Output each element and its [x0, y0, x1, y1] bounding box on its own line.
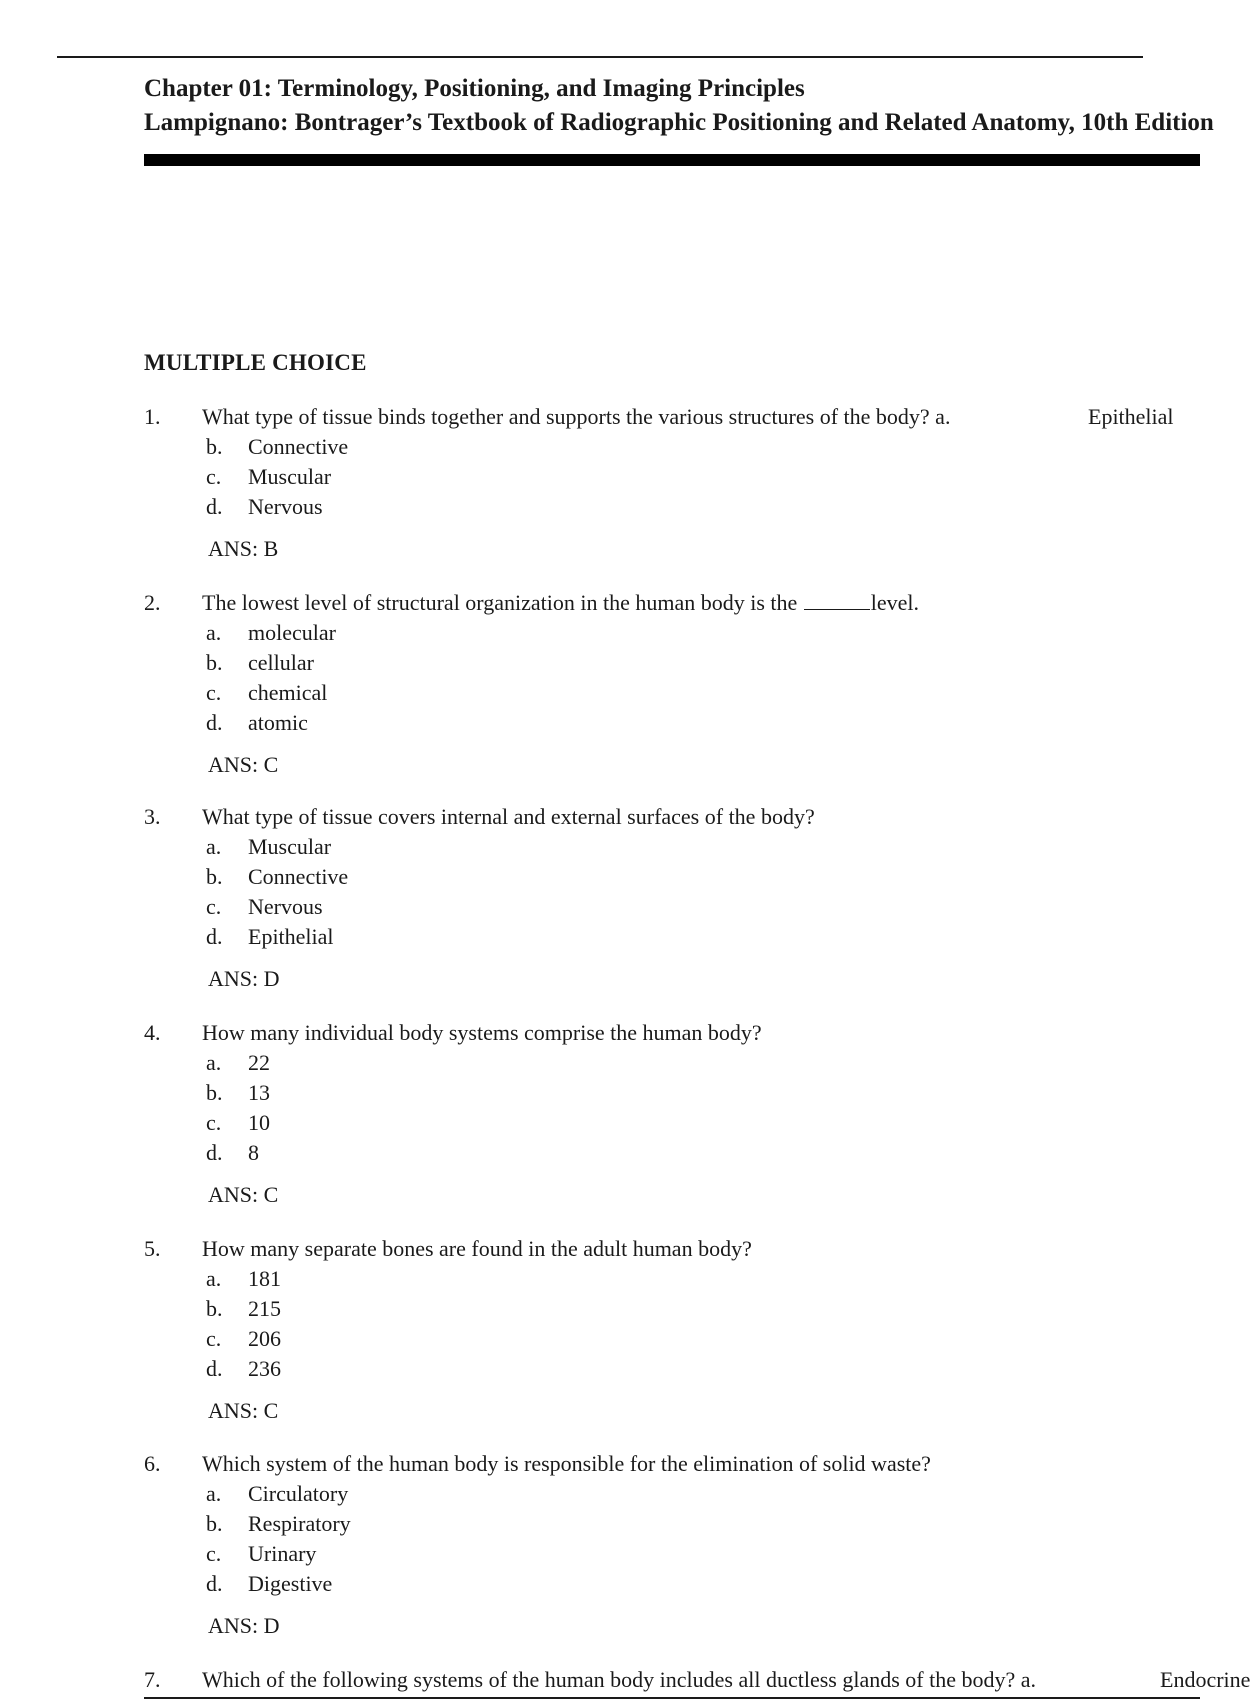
option-text: Epithelial — [248, 924, 334, 949]
option-a — [144, 1479, 1200, 1509]
question-number: 7. — [144, 1667, 161, 1692]
option-text: Connective — [248, 864, 349, 889]
option-d — [144, 1569, 1200, 1599]
question-text: How many separate bones are found in the adult human body? — [202, 1236, 752, 1261]
option-d — [144, 1354, 1200, 1384]
option-c — [144, 1324, 1200, 1354]
answer: ANS: C — [208, 752, 279, 777]
question-6 — [144, 1449, 1200, 1641]
question-1 — [144, 402, 1200, 564]
option-letter: c. — [206, 1541, 222, 1566]
chapter-title: Chapter 01: Terminology, Positioning, and Imaging Principles — [144, 75, 805, 102]
option-text: molecular — [248, 620, 336, 645]
section-title: MULTIPLE CHOICE — [144, 350, 367, 375]
option-letter: c. — [206, 464, 222, 489]
option-letter: d. — [206, 494, 223, 519]
answer: ANS: C — [208, 1398, 279, 1423]
answer: ANS: C — [208, 1182, 279, 1207]
option-text: 13 — [248, 1080, 270, 1105]
option-b — [144, 1078, 1200, 1108]
option-a — [144, 1048, 1200, 1078]
option-b — [144, 1294, 1200, 1324]
option-letter: b. — [206, 434, 223, 459]
question-5 — [144, 1234, 1200, 1426]
question-4 — [144, 1018, 1200, 1210]
option-letter: b. — [206, 1296, 223, 1321]
book-title: Lampignano: Bontrager’s Textbook of Radiographic Positioning and Related Anatomy, 10th Edition — [144, 109, 1214, 136]
option-text: cellular — [248, 650, 314, 675]
option-letter: d. — [206, 1571, 223, 1596]
option-letter: c. — [206, 680, 222, 705]
question-stem — [144, 1449, 1200, 1479]
option-text: 8 — [248, 1140, 259, 1165]
option-text: Muscular — [248, 834, 332, 859]
option-letter: c. — [206, 1326, 222, 1351]
question-text: How many individual body systems comprise the human body? — [202, 1020, 762, 1045]
option-letter: d. — [206, 1140, 223, 1165]
question-text: Which system of the human body is responsible for the elimination of solid waste? — [202, 1451, 931, 1476]
option-text: 206 — [248, 1326, 281, 1351]
option-b — [144, 648, 1200, 678]
question-stem — [144, 802, 1200, 832]
option-text: atomic — [248, 710, 308, 735]
option-text: 10 — [248, 1110, 270, 1135]
question-2 — [144, 588, 1200, 780]
question-text-before-blank: The lowest level of structural organization in the human body is the — [202, 590, 798, 615]
option-text: Muscular — [248, 464, 332, 489]
option-d — [144, 922, 1200, 952]
option-text: Respiratory — [248, 1511, 351, 1536]
option-letter: d. — [206, 1356, 223, 1381]
option-list — [144, 832, 1200, 952]
question-text: What type of tissue binds together and supports the various structures of the body? a. — [202, 404, 951, 429]
option-a — [144, 832, 1200, 862]
question-stem — [144, 1018, 1200, 1048]
option-letter: b. — [206, 864, 223, 889]
option-d — [144, 708, 1200, 738]
inline-option-a: Epithelial — [1088, 404, 1174, 429]
option-d — [144, 1138, 1200, 1168]
inline-option-a: Endocrine — [1160, 1667, 1250, 1692]
option-b — [144, 432, 1200, 462]
question-number: 3. — [144, 804, 161, 829]
option-list — [144, 432, 1200, 522]
option-letter: b. — [206, 1080, 223, 1105]
option-letter: b. — [206, 1511, 223, 1536]
option-text: Connective — [248, 434, 349, 459]
option-list — [144, 618, 1200, 738]
question-stem — [144, 588, 1200, 618]
question-7 — [144, 1665, 1250, 1695]
option-list — [144, 1048, 1200, 1168]
option-text: Circulatory — [248, 1481, 349, 1506]
question-number: 6. — [144, 1451, 161, 1476]
option-text: chemical — [248, 680, 328, 705]
option-d — [144, 492, 1200, 522]
option-c — [144, 678, 1200, 708]
option-c — [144, 1539, 1200, 1569]
question-number: 2. — [144, 590, 161, 615]
option-text: Nervous — [248, 894, 323, 919]
option-c — [144, 462, 1200, 492]
question-number: 1. — [144, 404, 161, 429]
option-text: 236 — [248, 1356, 281, 1381]
question-stem — [144, 402, 1200, 432]
question-text — [202, 588, 919, 618]
option-a — [144, 1264, 1200, 1294]
option-text: Urinary — [248, 1541, 317, 1566]
option-b — [144, 1509, 1200, 1539]
option-list — [144, 1264, 1200, 1384]
option-letter: c. — [206, 1110, 222, 1135]
option-text: 215 — [248, 1296, 281, 1321]
option-letter: b. — [206, 650, 223, 675]
option-text: 22 — [248, 1050, 270, 1075]
option-letter: a. — [206, 1266, 222, 1291]
option-text: 181 — [248, 1266, 281, 1291]
question-stem — [144, 1665, 1250, 1695]
question-text-after-blank: level. — [870, 590, 920, 615]
option-letter: d. — [206, 710, 223, 735]
option-letter: d. — [206, 924, 223, 949]
header-divider — [144, 154, 1200, 166]
question-text: What type of tissue covers internal and external surfaces of the body? — [202, 804, 815, 829]
option-b — [144, 862, 1200, 892]
question-number: 4. — [144, 1020, 161, 1045]
top-rule — [57, 56, 1143, 58]
option-letter: a. — [206, 1481, 222, 1506]
question-stem — [144, 1234, 1200, 1264]
question-3 — [144, 802, 1200, 994]
option-text: Nervous — [248, 494, 323, 519]
answer: ANS: D — [208, 1613, 280, 1638]
answer: ANS: D — [208, 966, 280, 991]
option-c — [144, 1108, 1200, 1138]
option-letter: c. — [206, 894, 222, 919]
option-text: Digestive — [248, 1571, 333, 1596]
option-letter: a. — [206, 1050, 222, 1075]
question-text: Which of the following systems of the human body includes all ductless glands of the body? a. — [202, 1667, 1037, 1692]
option-a — [144, 618, 1200, 648]
question-number: 5. — [144, 1236, 161, 1261]
option-c — [144, 892, 1200, 922]
option-letter: a. — [206, 620, 222, 645]
bottom-rule — [144, 1697, 1200, 1699]
option-list — [144, 1479, 1200, 1599]
fill-in-blank — [804, 589, 870, 610]
option-letter: a. — [206, 834, 222, 859]
document-header — [144, 72, 1214, 140]
answer: ANS: B — [208, 536, 279, 561]
